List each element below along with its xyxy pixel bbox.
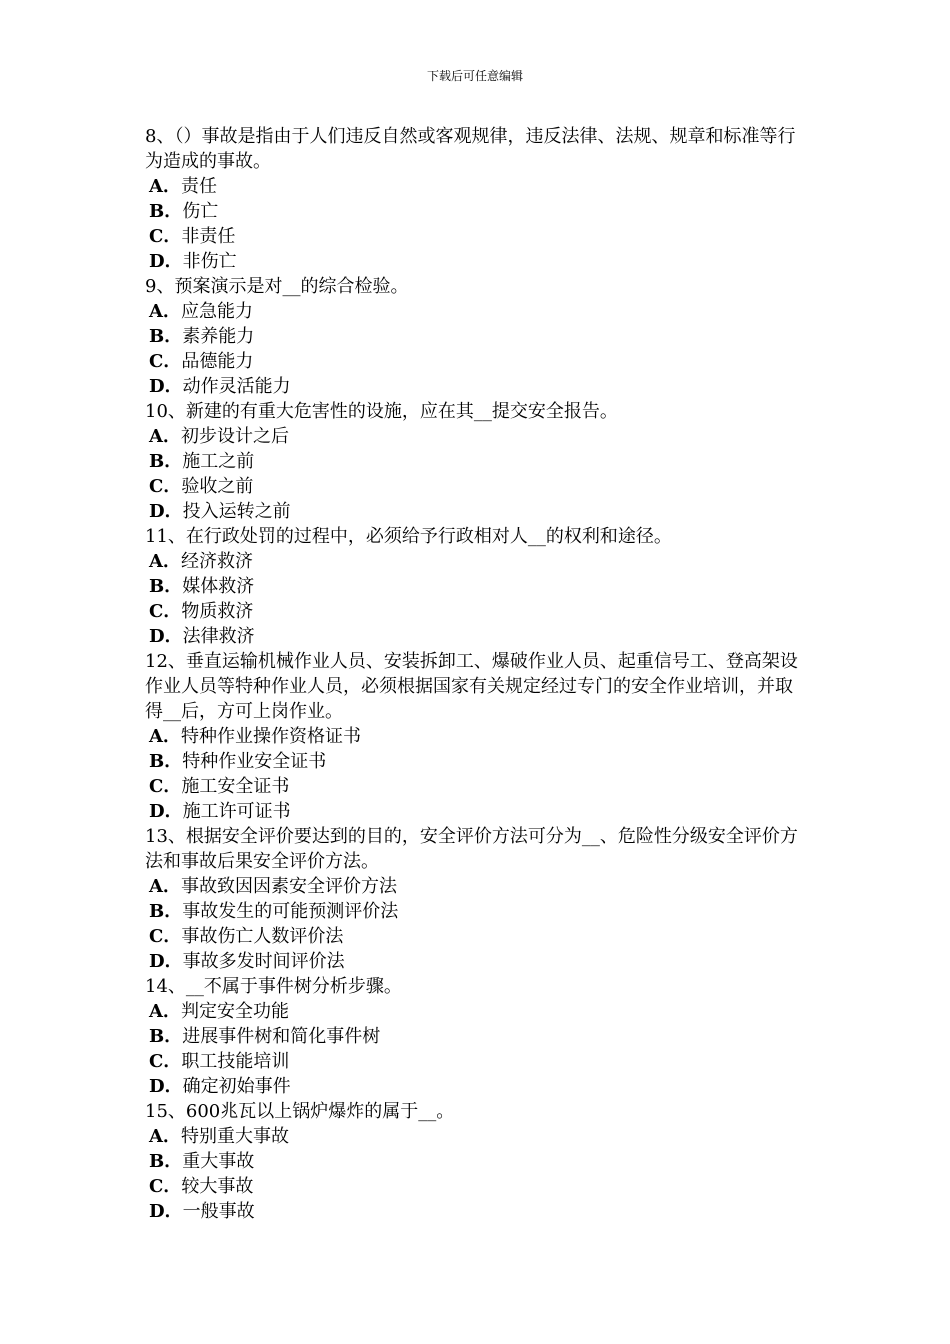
- option-letter: B．: [149, 1151, 183, 1172]
- option-text: 媒体救济: [182, 576, 255, 597]
- option-a: [145, 874, 810, 899]
- option-text: 较大事故: [181, 1176, 254, 1197]
- option-letter: A．: [149, 551, 181, 572]
- option-letter: D．: [149, 376, 183, 397]
- option-letter: A．: [149, 726, 181, 747]
- question-stem: 11、在行政处罚的过程中，必须给予行政相对人__的权利和途径。: [145, 526, 672, 547]
- option-text: 动作灵活能力: [182, 376, 291, 397]
- option-d: [145, 799, 810, 824]
- option-text: 判定安全功能: [180, 1001, 289, 1022]
- option-letter: C．: [149, 926, 182, 947]
- question-stem: 10、新建的有重大危害性的设施，应在其__提交安全报告。: [145, 401, 618, 422]
- option-b: [145, 574, 810, 599]
- question-14: [145, 974, 810, 1099]
- option-text: 初步设计之后: [180, 426, 289, 447]
- question-8: [145, 124, 810, 274]
- option-letter: A．: [149, 1001, 181, 1022]
- option-letter: A．: [149, 1126, 181, 1147]
- option-c: [145, 1049, 810, 1074]
- question-9: [145, 274, 810, 399]
- option-c: [145, 349, 810, 374]
- question-10: [145, 399, 810, 524]
- option-text: 确定初始事件: [182, 1076, 291, 1097]
- option-b: [145, 1149, 810, 1174]
- option-text: 事故致因因素安全评价方法: [180, 876, 397, 897]
- option-text: 特别重大事故: [180, 1126, 289, 1147]
- option-d: [145, 499, 810, 524]
- option-letter: A．: [149, 876, 181, 897]
- option-letter: D．: [149, 951, 183, 972]
- option-letter: C．: [149, 601, 182, 622]
- option-text: 责任: [180, 176, 217, 197]
- option-letter: C．: [149, 226, 182, 247]
- question-stem: 8、（）事故是指由于人们违反自然或客观规律，违反法律、法规、规章和标准等行为造成的事故。: [145, 126, 796, 172]
- option-letter: A．: [149, 301, 181, 322]
- option-letter: C．: [149, 1176, 182, 1197]
- option-text: 施工安全证书: [181, 776, 290, 797]
- option-letter: C．: [149, 1051, 182, 1072]
- page-header: 下载后可任意编辑: [426, 69, 523, 83]
- option-a: [145, 174, 810, 199]
- option-text: 应急能力: [180, 301, 253, 322]
- option-text: 进展事件树和简化事件树: [182, 1026, 381, 1047]
- option-letter: B．: [149, 1026, 183, 1047]
- option-b: [145, 449, 810, 474]
- option-text: 非伤亡: [182, 251, 237, 272]
- option-a: [145, 299, 810, 324]
- option-letter: A．: [149, 176, 181, 197]
- option-a: [145, 1124, 810, 1149]
- option-d: [145, 624, 810, 649]
- option-text: 事故多发时间评价法: [182, 951, 345, 972]
- option-d: [145, 249, 810, 274]
- option-text: 职工技能培训: [181, 1051, 290, 1072]
- option-c: [145, 924, 810, 949]
- question-stem: 12、垂直运输机械作业人员、安装拆卸工、爆破作业人员、起重信号工、登高架设作业人员等特种作业人员，必须根据国家有关规定经过专门的安全作业培训，并取得__后，方可上岗作业。: [145, 651, 798, 722]
- option-text: 法律救济: [182, 626, 255, 647]
- option-a: [145, 549, 810, 574]
- option-text: 验收之前: [181, 476, 254, 497]
- option-letter: C．: [149, 776, 182, 797]
- option-text: 物质救济: [181, 601, 254, 622]
- option-c: [145, 474, 810, 499]
- question-13: [145, 824, 810, 974]
- option-b: [145, 749, 810, 774]
- option-b: [145, 899, 810, 924]
- question-stem: 15、600兆瓦以上锅炉爆炸的属于__。: [145, 1101, 455, 1122]
- option-b: [145, 199, 810, 224]
- option-a: [145, 999, 810, 1024]
- option-a: [145, 424, 810, 449]
- option-text: 伤亡: [182, 201, 219, 222]
- option-letter: B．: [149, 901, 183, 922]
- option-letter: B．: [149, 326, 183, 347]
- option-letter: A．: [149, 426, 181, 447]
- option-letter: B．: [149, 751, 183, 772]
- option-text: 施工之前: [182, 451, 255, 472]
- option-text: 投入运转之前: [182, 501, 291, 522]
- question-list: [145, 124, 810, 1224]
- option-d: [145, 1074, 810, 1099]
- option-c: [145, 224, 810, 249]
- option-letter: D．: [149, 1201, 183, 1222]
- option-letter: D．: [149, 1076, 183, 1097]
- option-letter: D．: [149, 626, 183, 647]
- option-c: [145, 599, 810, 624]
- option-text: 非责任: [181, 226, 236, 247]
- option-letter: C．: [149, 476, 182, 497]
- option-text: 重大事故: [182, 1151, 255, 1172]
- question-stem: 14、__不属于事件树分析步骤。: [145, 976, 402, 997]
- question-15: [145, 1099, 810, 1224]
- option-text: 事故发生的可能预测评价法: [182, 901, 399, 922]
- option-b: [145, 324, 810, 349]
- option-c: [145, 1174, 810, 1199]
- question-stem: 9、预案演示是对__的综合检验。: [145, 276, 409, 297]
- option-text: 事故伤亡人数评价法: [181, 926, 344, 947]
- option-text: 品德能力: [181, 351, 254, 372]
- option-letter: C．: [149, 351, 182, 372]
- option-b: [145, 1024, 810, 1049]
- option-d: [145, 374, 810, 399]
- option-a: [145, 724, 810, 749]
- option-text: 素养能力: [182, 326, 255, 347]
- option-text: 特种作业操作资格证书: [180, 726, 361, 747]
- option-letter: B．: [149, 201, 183, 222]
- question-11: [145, 524, 810, 649]
- option-letter: D．: [149, 251, 183, 272]
- option-text: 特种作业安全证书: [182, 751, 327, 772]
- option-letter: D．: [149, 501, 183, 522]
- option-d: [145, 949, 810, 974]
- option-c: [145, 774, 810, 799]
- option-letter: B．: [149, 576, 183, 597]
- question-12: [145, 649, 810, 824]
- option-letter: B．: [149, 451, 183, 472]
- option-letter: D．: [149, 801, 183, 822]
- question-stem: 13、根据安全评价要达到的目的，安全评价方法可分为__、危险性分级安全评价方法和事故后果安全评价方法。: [145, 826, 798, 872]
- option-text: 经济救济: [180, 551, 253, 572]
- option-text: 施工许可证书: [182, 801, 291, 822]
- option-d: [145, 1199, 810, 1224]
- option-text: 一般事故: [182, 1201, 255, 1222]
